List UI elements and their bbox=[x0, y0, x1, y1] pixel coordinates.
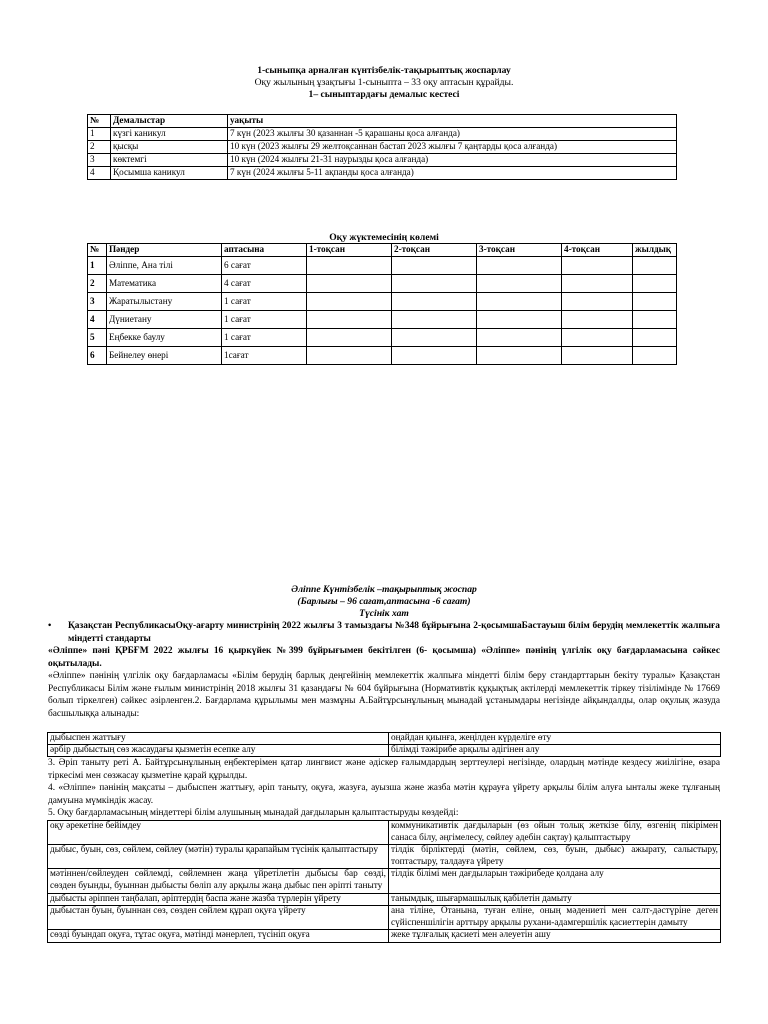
plan-title: Әліппе Күнтізбелік –тақырыптық жоспар bbox=[291, 584, 477, 595]
task-right: ана тіліне, Отанына, туған еліне, оның мәдениеті мен салт-дәстүріне деген сүйіспеншілігін арттыру арқылы рухани-адамгершілік қасиеттерін дамыту bbox=[389, 906, 721, 930]
load-weekly: 1 сағат bbox=[222, 293, 307, 311]
paragraph-5: 5. Оқу бағдарламасының міндеттері білім алушының мынадай дағдыларын қалыптастыруды көздейді: bbox=[48, 808, 459, 818]
load-weekly: 1 сағат bbox=[222, 311, 307, 329]
load-number: 6 bbox=[88, 347, 107, 365]
load-q3 bbox=[477, 311, 562, 329]
load-weekly: 4 сағат bbox=[222, 275, 307, 293]
load-q1 bbox=[307, 347, 392, 365]
holiday-table-title: 1– сыныптардағы демалыс кестесі bbox=[308, 89, 460, 100]
load-header-yearly: жылдық bbox=[633, 244, 677, 257]
load-q2 bbox=[392, 311, 477, 329]
explanatory-note-title: Түсінік хат bbox=[359, 608, 409, 619]
paragraph-4: 4. «Әліппе» пәнінің мақсаты – дыбыспен жаттығу, әріп таныту, оқуға, жазуға, ауызша және жазба мәтін құрауға үйрету арқылы білім алуға ынталы жеке тұлғаның дамуына мүмкіндік жасау. bbox=[48, 783, 720, 806]
load-number: 1 bbox=[88, 257, 107, 275]
load-q1 bbox=[307, 257, 392, 275]
load-subject: Математика bbox=[107, 275, 222, 293]
document-title: 1-сыныпқа арналған күнтізбелік-тақырыптық жоспарлау bbox=[257, 65, 511, 76]
load-header-q2: 2-тоқсан bbox=[392, 244, 477, 257]
load-q4 bbox=[562, 311, 633, 329]
load-yearly bbox=[633, 257, 677, 275]
load-q2 bbox=[392, 257, 477, 275]
load-weekly: 1 сағат bbox=[222, 329, 307, 347]
task-left: дыбысты әріппен таңбалап, әріптердің баспа және жазба түрлерін үйрету bbox=[48, 893, 389, 906]
load-header-q1: 1-тоқсан bbox=[307, 244, 392, 257]
task-left: оқу әрекетіне бейімдеу bbox=[48, 821, 389, 845]
load-q3 bbox=[477, 275, 562, 293]
holiday-table bbox=[87, 114, 677, 180]
load-q2 bbox=[392, 275, 477, 293]
holiday-number: 2 bbox=[88, 141, 111, 154]
tasks-table bbox=[47, 820, 721, 943]
task-left: дыбыстан буын, буыннан сөз, сөзден сөйлем құрап оқуға үйрету bbox=[48, 906, 389, 930]
load-table bbox=[87, 243, 677, 365]
holiday-number: 4 bbox=[88, 167, 111, 180]
load-q2 bbox=[392, 293, 477, 311]
program-paragraph: «Әліппе» пәнінің үлгілік оқу бағдарламасы «Білім берудің барлық деңгейінің мемлекеттік жалпыға міндетті білім беру стандарттарын бекіту туралы» Қазақстан Республикасы Білім және ғылым министрінің 2018 жылғы 31 қазандағы № 604 бұйрығына (Нормативтік құқықтық актілерді мемлекеттік тіркеу тізілімінде № 17669 болып тіркелген) сәйкес әзірленген.2. Бағдарлама құрылымы мен мазмұны А.Байтұрсынұлының мынадай ұстанымдары негізінде айқындалды, олар оқулық жазуда басшылыққа алынады: bbox=[48, 671, 720, 719]
load-q2 bbox=[392, 347, 477, 365]
load-q3 bbox=[477, 347, 562, 365]
load-number: 3 bbox=[88, 293, 107, 311]
holiday-period: 7 күн (2024 жылғы 5-11 ақпанды қоса алғанда) bbox=[228, 167, 677, 180]
table-row bbox=[88, 311, 677, 329]
task-right: коммуникативтік дағдыларын (өз ойын толық жеткізе білу, өзгенің пікірімен санаса білу, әңгімелесу, сөйлеу әдебін сақтау) қалыптастыру bbox=[389, 821, 721, 845]
holiday-header-name: Демалыстар bbox=[111, 115, 228, 128]
holiday-name: көктемгі bbox=[111, 154, 228, 167]
document-subtitle: Оқу жылының ұзақтығы 1-сыныпта – 33 оқу аптасын құрайды. bbox=[254, 77, 514, 88]
holiday-name: қысқы bbox=[111, 141, 228, 154]
plan-hours: (Барлығы – 96 сағат,аптасына -6 сағат) bbox=[297, 596, 471, 607]
load-number: 5 bbox=[88, 329, 107, 347]
load-q4 bbox=[562, 329, 633, 347]
table-row bbox=[88, 154, 677, 167]
load-subject: Бейнелеу өнері bbox=[107, 347, 222, 365]
holiday-period: 7 күн (2023 жылғы 30 қазаннан -5 қарашаны қоса алғанда) bbox=[228, 128, 677, 141]
load-number: 4 bbox=[88, 311, 107, 329]
load-header-q4: 4-тоқсан bbox=[562, 244, 633, 257]
load-header-q3: 3-тоқсан bbox=[477, 244, 562, 257]
table-row bbox=[88, 275, 677, 293]
principle-right: оңайдан қиынға, жеңілден күрделіге өту bbox=[389, 733, 721, 745]
load-q4 bbox=[562, 347, 633, 365]
holiday-name: Қосымша каникул bbox=[111, 167, 228, 180]
standard-reference bbox=[48, 620, 720, 645]
holiday-number: 3 bbox=[88, 154, 111, 167]
table-row bbox=[48, 733, 721, 745]
load-q3 bbox=[477, 257, 562, 275]
table-row bbox=[48, 893, 721, 906]
principle-right: білімді тәжірибе арқылы әдігінен алу bbox=[389, 745, 721, 757]
principle-left: дыбыспен жаттығу bbox=[48, 733, 389, 745]
load-table-title: Оқу жүктемесінің көлемі bbox=[329, 232, 439, 243]
load-q1 bbox=[307, 275, 392, 293]
load-q3 bbox=[477, 329, 562, 347]
table-row bbox=[88, 167, 677, 180]
load-subject: Әліппе, Ана тілі bbox=[107, 257, 222, 275]
table-row bbox=[48, 745, 721, 757]
principle-left: әрбір дыбыстың сөз жасаудағы қызметін есепке алу bbox=[48, 745, 389, 757]
holiday-period: 10 күн (2023 жылғы 29 желтоқсаннан бастап 2023 жылғы 7 қаңтарды қоса алғанда) bbox=[228, 141, 677, 154]
principles-table bbox=[47, 732, 721, 757]
load-q4 bbox=[562, 293, 633, 311]
holiday-name: күзгі каникул bbox=[111, 128, 228, 141]
bullet-icon: • bbox=[48, 621, 52, 631]
load-subject: Дүниетану bbox=[107, 311, 222, 329]
load-q4 bbox=[562, 257, 633, 275]
load-yearly bbox=[633, 311, 677, 329]
table-row bbox=[88, 329, 677, 347]
task-left: сөзді буындап оқуға, тұтас оқуға, мәтінді мәнерлеп, түсініп оқуға bbox=[48, 930, 389, 943]
table-row bbox=[48, 930, 721, 943]
holiday-table-header bbox=[88, 115, 677, 128]
task-right: тілдік бірліктерді (мәтін, сөйлем, сөз, буын, дыбыс) ажырату, салыстыру, топтастыру, талдауға үйрету bbox=[389, 845, 721, 869]
load-header-weekly: аптасына bbox=[222, 244, 307, 257]
load-q3 bbox=[477, 293, 562, 311]
holiday-number: 1 bbox=[88, 128, 111, 141]
load-q1 bbox=[307, 311, 392, 329]
task-left: дыбыс, буын, сөз, сөйлем, сөйлеу (мәтін) туралы қарапайым түсінік қалыптастыру bbox=[48, 845, 389, 869]
load-q1 bbox=[307, 329, 392, 347]
holiday-period: 10 күн (2024 жылғы 21-31 наурызды қоса алғанда) bbox=[228, 154, 677, 167]
holiday-header-time: уақыты bbox=[228, 115, 677, 128]
standard-reference-text: Қазақстан РеспубликасыОқу-ағарту министрінің 2022 жылғы 3 тамыздағы №348 бұйрығына 2-қосымшаБастауыш білім берудің мемлекеттік жалпыға міндетті стандарты bbox=[68, 621, 720, 644]
load-q1 bbox=[307, 293, 392, 311]
load-weekly: 6 сағат bbox=[222, 257, 307, 275]
table-row bbox=[88, 257, 677, 275]
load-yearly bbox=[633, 275, 677, 293]
load-yearly bbox=[633, 293, 677, 311]
table-row bbox=[88, 293, 677, 311]
table-row bbox=[48, 906, 721, 930]
load-q4 bbox=[562, 275, 633, 293]
load-header-subject: Пәндер bbox=[107, 244, 222, 257]
load-subject: Еңбекке баулу bbox=[107, 329, 222, 347]
load-weekly: 1сағат bbox=[222, 347, 307, 365]
table-row bbox=[48, 821, 721, 845]
task-right: тілдік білімі мен дағдыларын тәжірибеде қолдана алу bbox=[389, 869, 721, 893]
table-row bbox=[88, 128, 677, 141]
load-subject: Жаратылыстану bbox=[107, 293, 222, 311]
load-yearly bbox=[633, 329, 677, 347]
holiday-header-number: № bbox=[88, 115, 111, 128]
load-yearly bbox=[633, 347, 677, 365]
table-row bbox=[48, 845, 721, 869]
table-row bbox=[48, 869, 721, 893]
load-table-header bbox=[88, 244, 677, 257]
load-number: 2 bbox=[88, 275, 107, 293]
task-right: танымдық, шығармашылық қабілетін дамыту bbox=[389, 893, 721, 906]
task-left: мәтіннен/сөйлеуден сөйлемді, сөйлемнен жаңа үйретілетін дыбысы бар сөзді, сөзден буынды, буыннан дыбысты бөліп алу арқылы жаңа дыбыс пен әріпті таныту bbox=[48, 869, 389, 893]
table-row bbox=[88, 141, 677, 154]
load-q2 bbox=[392, 329, 477, 347]
load-header-number: № bbox=[88, 244, 107, 257]
paragraph-3: 3. Әріп таныту реті А. Байтұрсынұлының еңбектерімен қатар лингвист және әдіскер ғалымдардың зерттеулері негізінде, олардың мәтінде кездесу жиілігіне, өзара тіркесімі мен сөзжасау қызметіне қарай құрылды. bbox=[48, 758, 720, 781]
curriculum-paragraph: «Әліппе» пәні ҚРБҒМ 2022 жылғы 16 қыркүйек №399 бұйрығымен бекітілген (6- қосымша) «Әліппе» пәнінің үлгілік оқу бағдарламасына сәйкес оқытылады. bbox=[48, 646, 720, 669]
table-row bbox=[88, 347, 677, 365]
task-right: жеке тұлғалық қасиеті мен әлеуетін ашу bbox=[389, 930, 721, 943]
